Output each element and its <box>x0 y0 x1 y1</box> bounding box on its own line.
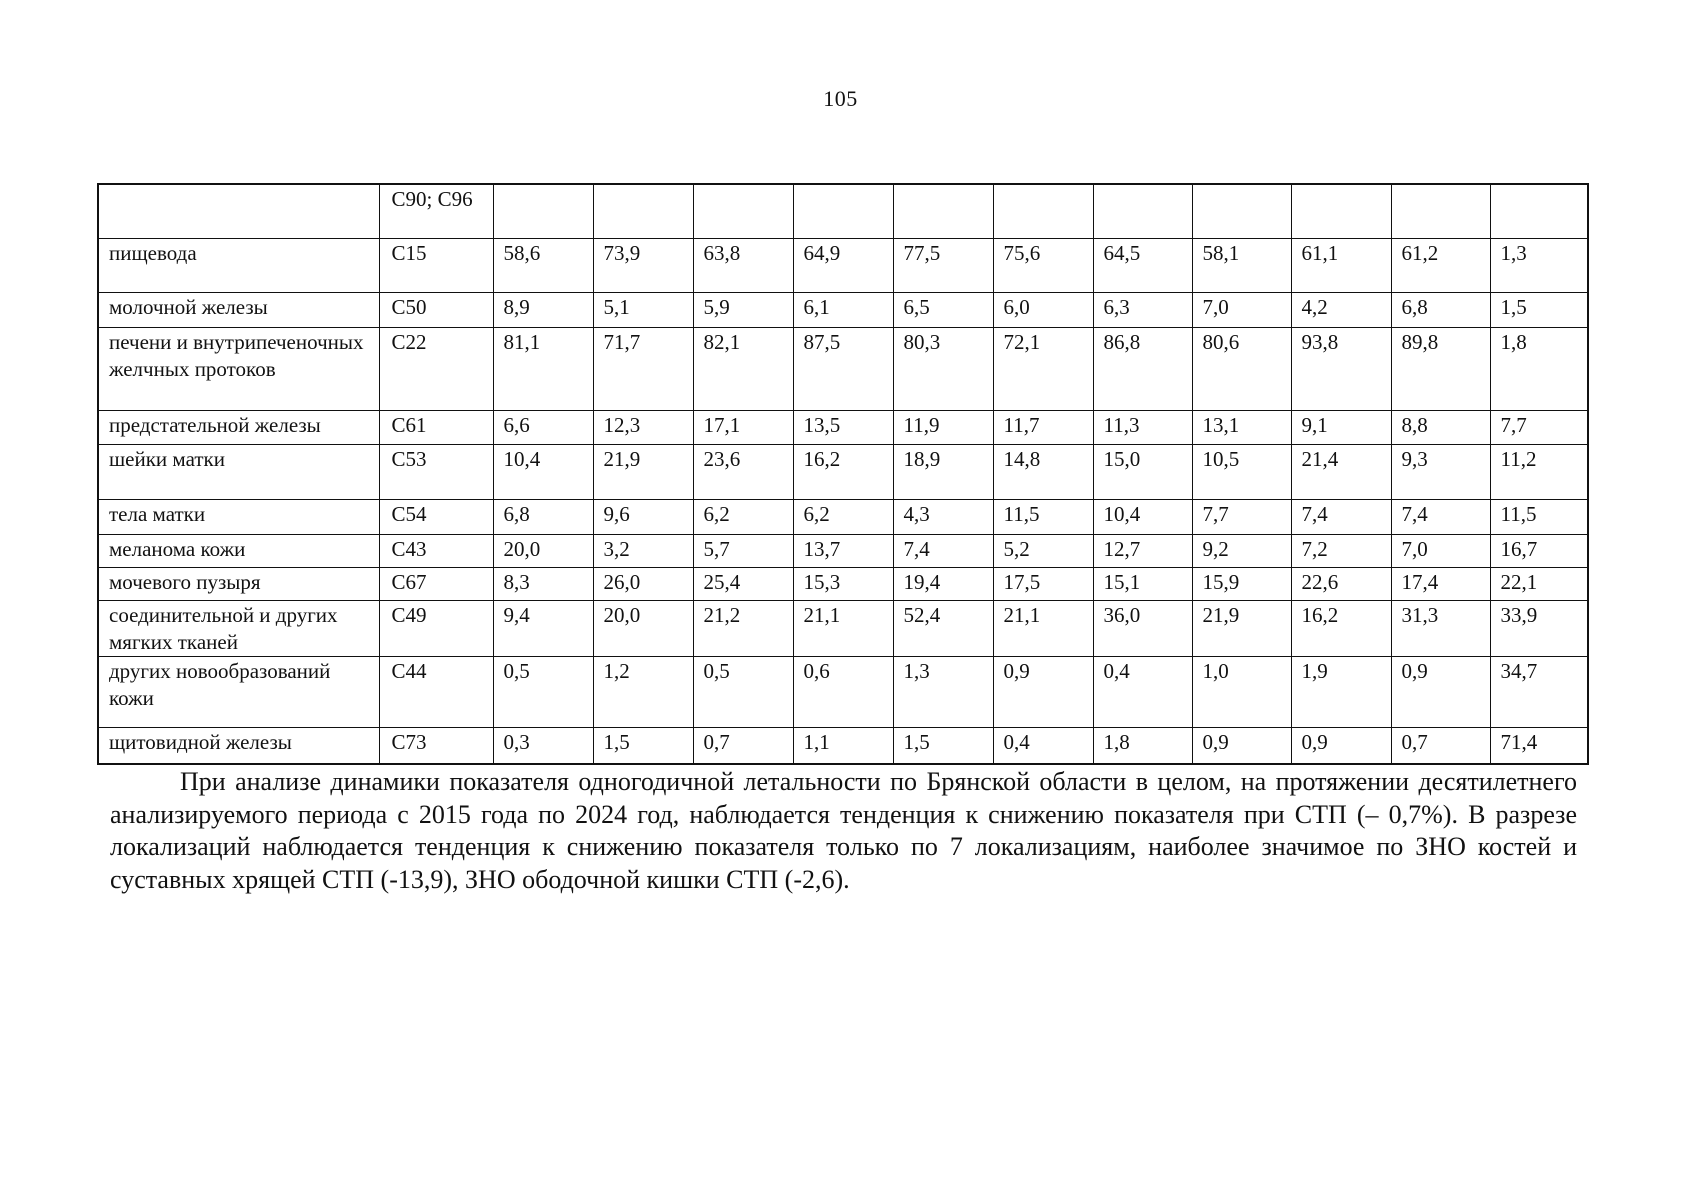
value-cell: 10,4 <box>493 444 593 499</box>
value-cell: 1,5 <box>1490 292 1588 327</box>
value-cell: 21,9 <box>593 444 693 499</box>
value-cell: 16,2 <box>793 444 893 499</box>
value-cell: 6,8 <box>1391 292 1490 327</box>
value-cell: 89,8 <box>1391 327 1490 410</box>
value-cell: 21,1 <box>793 600 893 656</box>
value-cell: 15,9 <box>1192 567 1291 600</box>
code-cell: C49 <box>379 600 493 656</box>
value-cell: 5,9 <box>693 292 793 327</box>
value-cell: 1,8 <box>1093 727 1192 764</box>
site-cell: тела матки <box>98 499 379 534</box>
value-cell: 10,4 <box>1093 499 1192 534</box>
value-cell: 20,0 <box>593 600 693 656</box>
value-cell: 82,1 <box>693 327 793 410</box>
value-cell <box>493 184 593 238</box>
value-cell: 1,3 <box>1490 238 1588 292</box>
value-cell: 22,6 <box>1291 567 1391 600</box>
value-cell: 5,7 <box>693 534 793 567</box>
value-cell: 6,1 <box>793 292 893 327</box>
value-cell: 4,3 <box>893 499 993 534</box>
value-cell: 1,9 <box>1291 656 1391 727</box>
value-cell: 13,5 <box>793 410 893 444</box>
lethality-table <box>97 183 1589 765</box>
code-cell: C54 <box>379 499 493 534</box>
value-cell: 22,1 <box>1490 567 1588 600</box>
value-cell <box>1490 184 1588 238</box>
value-cell: 19,4 <box>893 567 993 600</box>
value-cell: 0,9 <box>993 656 1093 727</box>
value-cell: 0,4 <box>1093 656 1192 727</box>
table-row <box>98 727 1588 764</box>
value-cell <box>1291 184 1391 238</box>
value-cell: 9,1 <box>1291 410 1391 444</box>
site-cell: других новообразований кожи <box>98 656 379 727</box>
value-cell: 1,2 <box>593 656 693 727</box>
code-cell: C15 <box>379 238 493 292</box>
value-cell: 7,4 <box>1291 499 1391 534</box>
value-cell: 7,4 <box>893 534 993 567</box>
value-cell: 6,3 <box>1093 292 1192 327</box>
value-cell: 10,5 <box>1192 444 1291 499</box>
value-cell: 0,7 <box>693 727 793 764</box>
value-cell: 72,1 <box>993 327 1093 410</box>
code-cell: C22 <box>379 327 493 410</box>
code-cell: C53 <box>379 444 493 499</box>
value-cell: 93,8 <box>1291 327 1391 410</box>
value-cell: 9,6 <box>593 499 693 534</box>
value-cell: 1,1 <box>793 727 893 764</box>
value-cell: 0,9 <box>1192 727 1291 764</box>
value-cell: 21,2 <box>693 600 793 656</box>
value-cell: 0,9 <box>1291 727 1391 764</box>
value-cell <box>1093 184 1192 238</box>
value-cell: 25,4 <box>693 567 793 600</box>
value-cell: 1,5 <box>593 727 693 764</box>
value-cell <box>793 184 893 238</box>
value-cell: 17,4 <box>1391 567 1490 600</box>
site-cell: меланома кожи <box>98 534 379 567</box>
table-row <box>98 600 1588 656</box>
value-cell: 0,9 <box>1391 656 1490 727</box>
value-cell: 0,5 <box>493 656 593 727</box>
code-cell: C73 <box>379 727 493 764</box>
site-cell: шейки матки <box>98 444 379 499</box>
value-cell: 21,1 <box>993 600 1093 656</box>
value-cell: 18,9 <box>893 444 993 499</box>
value-cell: 4,2 <box>1291 292 1391 327</box>
value-cell: 11,2 <box>1490 444 1588 499</box>
table-row <box>98 444 1588 499</box>
value-cell <box>1391 184 1490 238</box>
value-cell: 6,2 <box>793 499 893 534</box>
value-cell: 0,6 <box>793 656 893 727</box>
value-cell <box>593 184 693 238</box>
value-cell: 61,1 <box>1291 238 1391 292</box>
table-body <box>98 184 1588 764</box>
value-cell: 7,7 <box>1490 410 1588 444</box>
value-cell: 9,2 <box>1192 534 1291 567</box>
value-cell: 11,7 <box>993 410 1093 444</box>
value-cell: 71,4 <box>1490 727 1588 764</box>
value-cell: 8,8 <box>1391 410 1490 444</box>
site-cell <box>98 184 379 238</box>
value-cell: 21,9 <box>1192 600 1291 656</box>
table-row <box>98 499 1588 534</box>
table-row <box>98 534 1588 567</box>
value-cell: 14,8 <box>993 444 1093 499</box>
value-cell: 73,9 <box>593 238 693 292</box>
value-cell: 71,7 <box>593 327 693 410</box>
site-cell: печени и внутрипеченочных желчных протоков <box>98 327 379 410</box>
value-cell: 6,6 <box>493 410 593 444</box>
table-row <box>98 184 1588 238</box>
value-cell: 15,3 <box>793 567 893 600</box>
analysis-paragraph: При анализе динамики показателя одногодичной летальности по Брянской области в целом, на протяжении десятилетнего анализируемого периода с 2015 года по 2024 год, наблюдается тенденция к снижению показателя при СТП (– 0,7%). В разрезе локализаций наблюдается тенденция к снижению показателя только по 7 локализациям, наиболее значимое по ЗНО костей и суставных хрящей СТП (-13,9), ЗНО ободочной кишки СТП (-2,6). <box>110 767 1577 894</box>
value-cell <box>693 184 793 238</box>
value-cell: 7,0 <box>1391 534 1490 567</box>
value-cell: 13,1 <box>1192 410 1291 444</box>
value-cell: 16,7 <box>1490 534 1588 567</box>
table-row <box>98 656 1588 727</box>
value-cell: 12,3 <box>593 410 693 444</box>
code-cell: C44 <box>379 656 493 727</box>
value-cell: 80,6 <box>1192 327 1291 410</box>
value-cell: 23,6 <box>693 444 793 499</box>
value-cell: 36,0 <box>1093 600 1192 656</box>
value-cell: 64,5 <box>1093 238 1192 292</box>
value-cell: 77,5 <box>893 238 993 292</box>
site-cell: молочной железы <box>98 292 379 327</box>
table-row <box>98 567 1588 600</box>
table-row <box>98 238 1588 292</box>
value-cell: 15,1 <box>1093 567 1192 600</box>
value-cell: 11,9 <box>893 410 993 444</box>
value-cell: 8,9 <box>493 292 593 327</box>
code-cell: C90; C96 <box>379 184 493 238</box>
value-cell: 12,7 <box>1093 534 1192 567</box>
value-cell: 58,1 <box>1192 238 1291 292</box>
value-cell: 7,0 <box>1192 292 1291 327</box>
value-cell: 20,0 <box>493 534 593 567</box>
value-cell: 0,7 <box>1391 727 1490 764</box>
value-cell: 6,2 <box>693 499 793 534</box>
value-cell: 15,0 <box>1093 444 1192 499</box>
value-cell: 11,3 <box>1093 410 1192 444</box>
value-cell: 33,9 <box>1490 600 1588 656</box>
value-cell: 5,2 <box>993 534 1093 567</box>
value-cell: 1,3 <box>893 656 993 727</box>
code-cell: C61 <box>379 410 493 444</box>
value-cell: 1,0 <box>1192 656 1291 727</box>
value-cell: 8,3 <box>493 567 593 600</box>
value-cell: 17,5 <box>993 567 1093 600</box>
site-cell: предстательной железы <box>98 410 379 444</box>
code-cell: C43 <box>379 534 493 567</box>
value-cell: 80,3 <box>893 327 993 410</box>
value-cell: 21,4 <box>1291 444 1391 499</box>
value-cell: 6,0 <box>993 292 1093 327</box>
value-cell: 7,2 <box>1291 534 1391 567</box>
value-cell <box>993 184 1093 238</box>
value-cell: 1,5 <box>893 727 993 764</box>
value-cell: 16,2 <box>1291 600 1391 656</box>
value-cell: 81,1 <box>493 327 593 410</box>
site-cell: пищевода <box>98 238 379 292</box>
value-cell: 11,5 <box>993 499 1093 534</box>
value-cell: 34,7 <box>1490 656 1588 727</box>
code-cell: C67 <box>379 567 493 600</box>
value-cell: 6,8 <box>493 499 593 534</box>
table-row <box>98 327 1588 410</box>
site-cell: мочевого пузыря <box>98 567 379 600</box>
value-cell: 0,3 <box>493 727 593 764</box>
value-cell: 7,7 <box>1192 499 1291 534</box>
value-cell: 26,0 <box>593 567 693 600</box>
value-cell <box>893 184 993 238</box>
value-cell: 5,1 <box>593 292 693 327</box>
value-cell: 64,9 <box>793 238 893 292</box>
site-cell: соединительной и других мягких тканей <box>98 600 379 656</box>
table-row <box>98 410 1588 444</box>
value-cell: 9,4 <box>493 600 593 656</box>
value-cell: 63,8 <box>693 238 793 292</box>
value-cell: 9,3 <box>1391 444 1490 499</box>
value-cell: 61,2 <box>1391 238 1490 292</box>
value-cell: 86,8 <box>1093 327 1192 410</box>
value-cell: 7,4 <box>1391 499 1490 534</box>
value-cell: 6,5 <box>893 292 993 327</box>
value-cell: 75,6 <box>993 238 1093 292</box>
value-cell: 11,5 <box>1490 499 1588 534</box>
table-row <box>98 292 1588 327</box>
code-cell: C50 <box>379 292 493 327</box>
value-cell: 17,1 <box>693 410 793 444</box>
value-cell: 87,5 <box>793 327 893 410</box>
value-cell: 13,7 <box>793 534 893 567</box>
site-cell: щитовидной железы <box>98 727 379 764</box>
value-cell: 0,4 <box>993 727 1093 764</box>
page-number: 105 <box>823 86 858 111</box>
value-cell: 3,2 <box>593 534 693 567</box>
value-cell: 31,3 <box>1391 600 1490 656</box>
value-cell <box>1192 184 1291 238</box>
value-cell: 1,8 <box>1490 327 1588 410</box>
value-cell: 52,4 <box>893 600 993 656</box>
value-cell: 58,6 <box>493 238 593 292</box>
value-cell: 0,5 <box>693 656 793 727</box>
